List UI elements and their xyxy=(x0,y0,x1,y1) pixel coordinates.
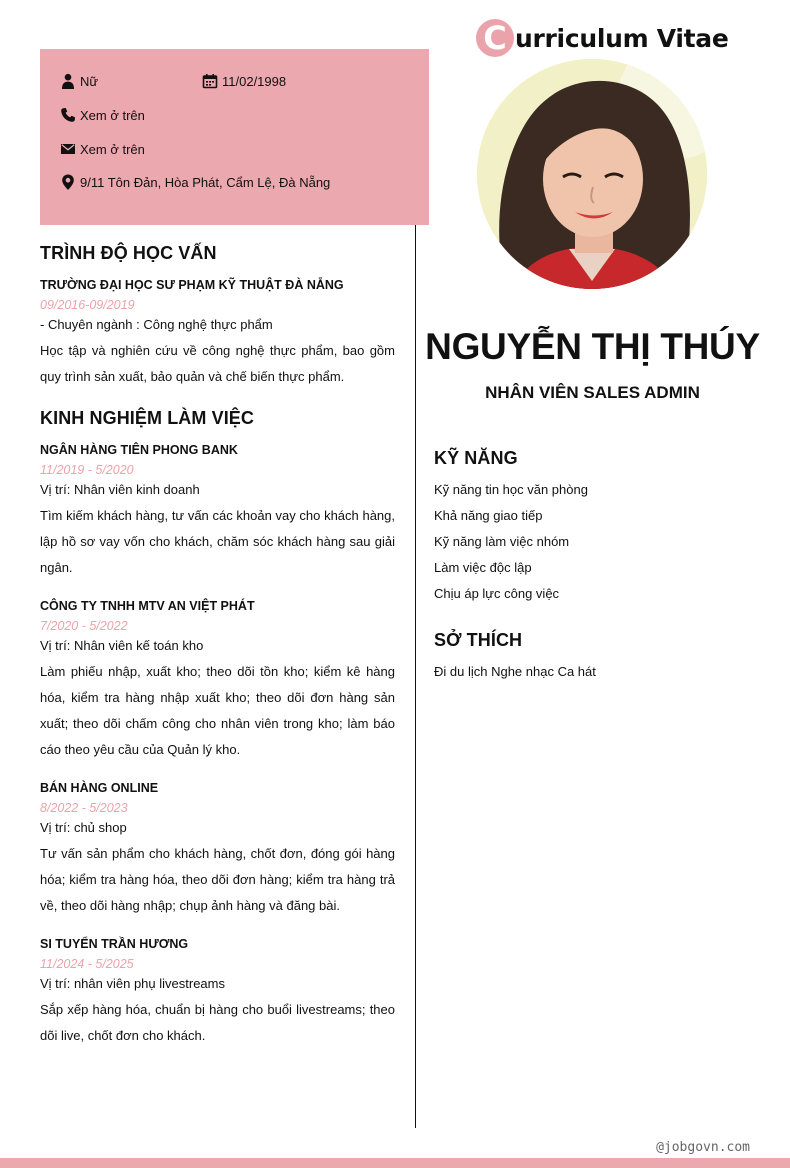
experience-company: NGÂN HÀNG TIÊN PHONG BANK xyxy=(40,443,238,457)
profile-photo-illustration xyxy=(477,59,707,289)
skill-item: Kỹ năng làm việc nhóm xyxy=(434,534,570,549)
contact-address-value: 9/11 Tôn Đản, Hòa Phát, Cẩm Lệ, Đà Nẵng xyxy=(80,174,331,190)
experience-desc: Làm phiếu nhập, xuất kho; theo dõi tồn kho; kiểm kê hàng hóa, kiểm tra hàng nhập xuất kho; theo dõi đơn hàng sản xuất; theo dõi chấm công cho nhân viên trong kho; làm báo cáo theo yêu cầu của Quản lý kho. xyxy=(40,664,395,757)
education-title: TRÌNH ĐỘ HỌC VẤN xyxy=(40,243,217,263)
contact-birthday xyxy=(202,73,286,89)
experience-desc: Tìm kiếm khách hàng, tư vấn các khoản vay cho khách hàng, lập hồ sơ vay vốn cho khách, chăm sóc khách hàng sau giải ngân. xyxy=(40,508,395,575)
cv-logo xyxy=(476,18,729,58)
location-pin-icon xyxy=(60,174,76,190)
experience-item xyxy=(40,937,395,1049)
left-column xyxy=(40,243,395,1049)
contact-email-value: Xem ở trên xyxy=(80,141,145,157)
column-divider xyxy=(415,225,416,1128)
experience-position: Vị trí: Nhân viên kinh doanh xyxy=(40,482,200,497)
contact-gender-value: Nữ xyxy=(80,73,99,89)
education-school: TRƯỜNG ĐẠI HỌC SƯ PHẠM KỸ THUẬT ĐÀ NẴNG xyxy=(40,278,344,292)
experience-period: 8/2022 - 5/2023 xyxy=(40,801,128,815)
skill-item: Làm việc độc lập xyxy=(434,560,532,575)
experience-desc: Tư vấn sản phẩm cho khách hàng, chốt đơn, đóng gói hàng hóa; kiểm tra hàng hóa, theo dõi đơn hàng; kiểm tra hàng trả về, theo dõi hàng nhập; chụp ảnh hàng và đăng bài. xyxy=(40,846,395,913)
experience-period: 11/2024 - 5/2025 xyxy=(40,957,134,971)
contact-phone xyxy=(60,107,145,123)
skill-item: Kỹ năng tin học văn phòng xyxy=(434,482,588,497)
cv-logo-letter: C xyxy=(483,19,507,57)
full-name: NGUYỄN THỊ THÚY xyxy=(425,326,760,367)
experience-title: KINH NGHIỆM LÀM VIỆC xyxy=(40,408,255,428)
job-title: NHÂN VIÊN SALES ADMIN xyxy=(485,383,700,402)
education-desc: Học tập và nghiên cứu về công nghệ thực phẩm, bao gồm quy trình sản xuất, bảo quản và chế biến thực phẩm. xyxy=(40,343,395,384)
footer-bar xyxy=(0,1158,790,1168)
calendar-icon xyxy=(202,73,218,89)
phone-icon xyxy=(60,107,76,123)
skills-section xyxy=(434,448,764,607)
skill-item: Chịu áp lực công việc xyxy=(434,586,560,601)
experience-position: Vị trí: Nhân viên kế toán kho xyxy=(40,638,204,653)
experience-item xyxy=(40,781,395,919)
profile-photo xyxy=(477,59,707,289)
experience-period: 7/2020 - 5/2022 xyxy=(40,619,128,633)
experience-position: Vị trí: nhân viên phụ livestreams xyxy=(40,976,225,991)
contact-box xyxy=(40,49,429,225)
experience-company: SI TUYỂN TRẦN HƯƠNG xyxy=(40,937,189,951)
experience-position: Vị trí: chủ shop xyxy=(40,820,127,835)
cv-logo-text: urriculum Vitae xyxy=(515,23,729,53)
contact-birthday-value: 11/02/1998 xyxy=(222,73,287,89)
cv-logo-badge xyxy=(476,19,514,57)
contact-phone-value: Xem ở trên xyxy=(80,107,145,123)
mail-icon xyxy=(60,141,76,157)
person-icon xyxy=(60,73,76,89)
education-period: 09/2016-09/2019 xyxy=(40,298,135,312)
contact-gender xyxy=(60,73,98,89)
experience-section xyxy=(40,408,395,1049)
experience-item xyxy=(40,443,395,581)
hobbies-section xyxy=(434,630,764,685)
contact-email xyxy=(60,141,145,157)
experience-company: BÁN HÀNG ONLINE xyxy=(40,781,159,795)
experience-desc: Sắp xếp hàng hóa, chuẩn bị hàng cho buổi livestreams; theo dõi live, chốt đơn cho khách. xyxy=(40,1002,395,1043)
contact-address xyxy=(60,174,330,190)
experience-period: 11/2019 - 5/2020 xyxy=(40,463,134,477)
education-section xyxy=(40,243,395,390)
skills-title: KỸ NĂNG xyxy=(434,448,518,468)
hobbies-title: SỞ THÍCH xyxy=(434,630,523,650)
experience-item xyxy=(40,599,395,763)
education-major: - Chuyên ngành : Công nghệ thực phẩm xyxy=(40,317,273,332)
watermark: @jobgovn.com xyxy=(656,1140,750,1155)
hobbies-text: Đi du lịch Nghe nhạc Ca hát xyxy=(434,664,596,679)
skill-item: Khả năng giao tiếp xyxy=(434,508,543,523)
experience-company: CÔNG TY TNHH MTV AN VIỆT PHÁT xyxy=(40,599,255,613)
